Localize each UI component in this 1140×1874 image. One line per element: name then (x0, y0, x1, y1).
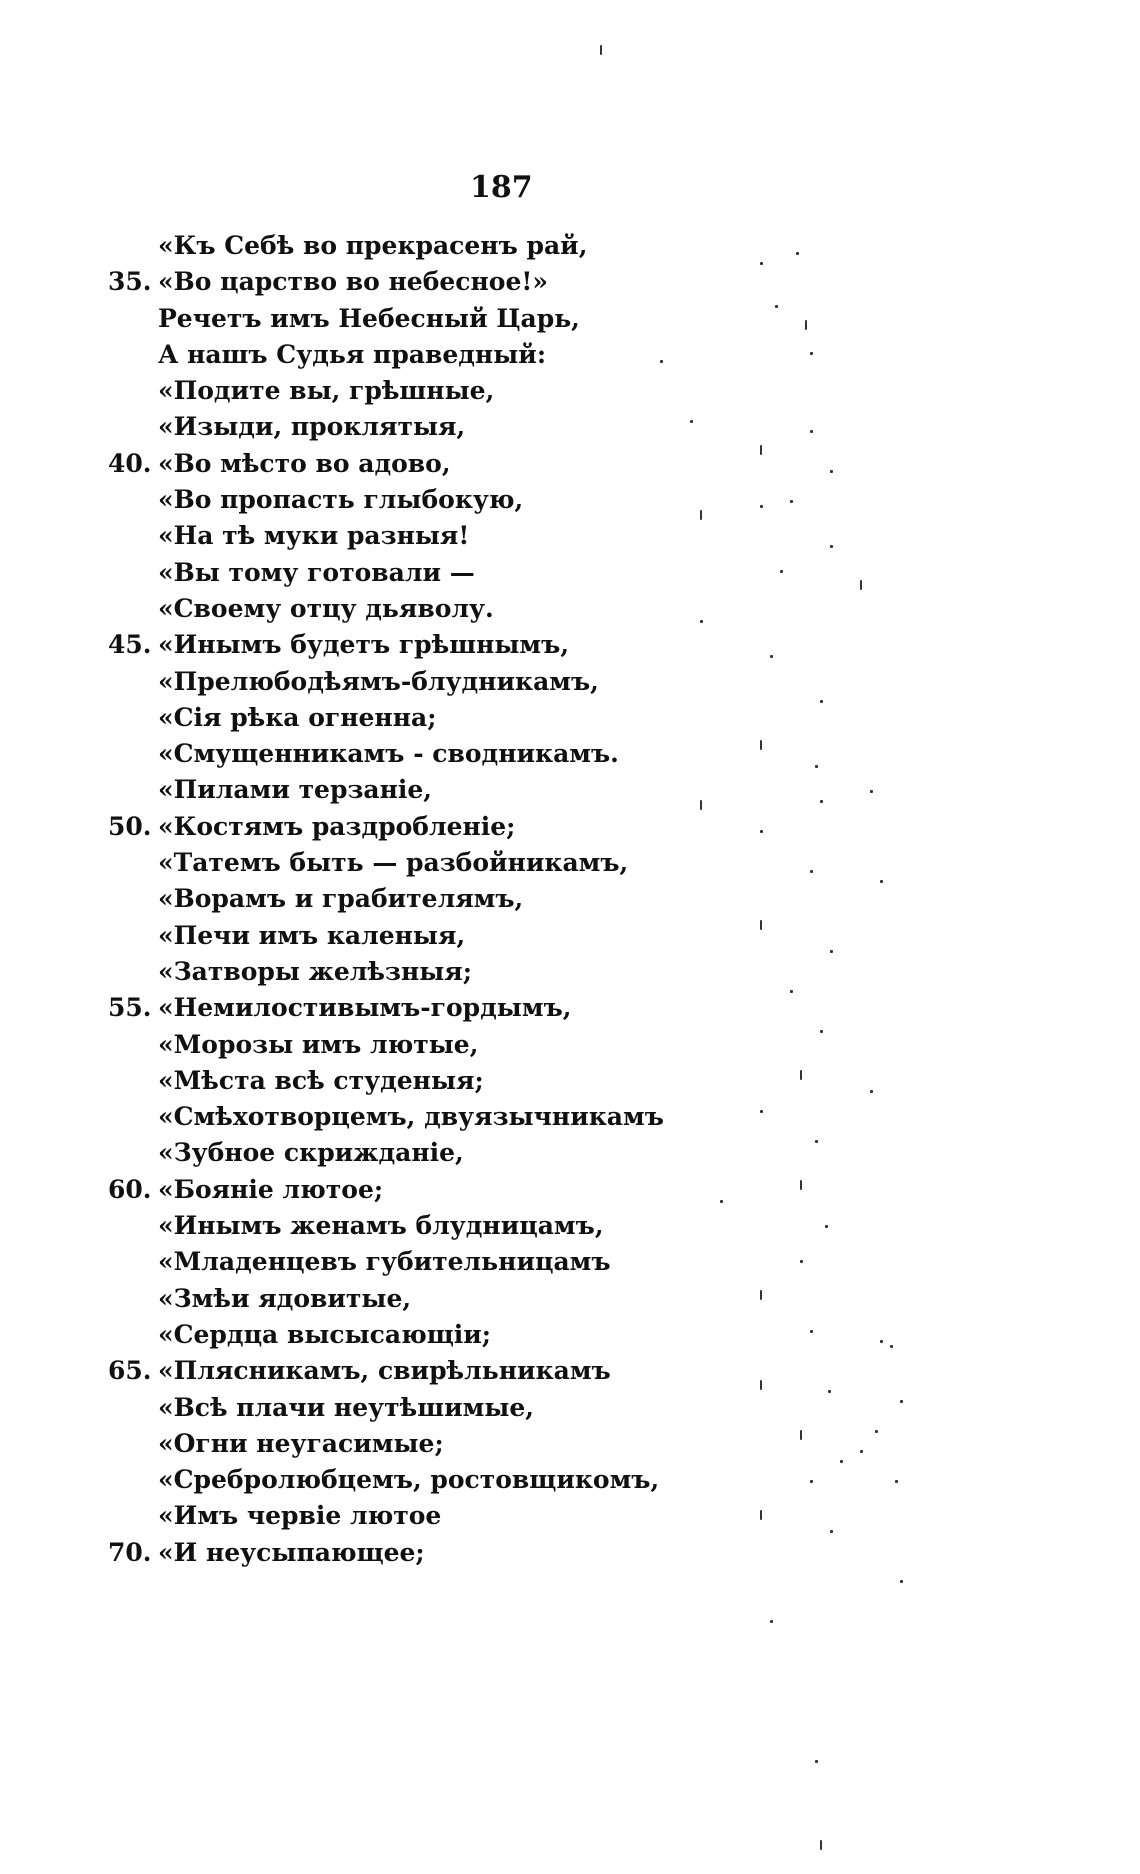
speck-mark (840, 1460, 843, 1463)
speck-mark (830, 545, 833, 548)
poem-line (108, 664, 808, 700)
poem-line (108, 881, 808, 917)
speck-mark (880, 880, 883, 883)
line-text: «Немилостивымъ-гордымъ, (158, 993, 572, 1023)
poem-line (108, 228, 808, 264)
line-text: «Бояніе лютое; (158, 1174, 384, 1204)
speck-mark (600, 45, 602, 55)
speck-mark (870, 790, 873, 793)
poem-line (108, 627, 808, 663)
line-text: «Младенцевъ губительницамъ (158, 1247, 611, 1277)
line-text: «Во пропасть глыбокую, (158, 485, 524, 515)
line-number: 45. (108, 630, 152, 660)
speck-mark (860, 580, 862, 590)
line-text: «Во царство во небесное!» (158, 267, 548, 297)
line-number: 50. (108, 811, 152, 841)
speck-mark (870, 1090, 873, 1093)
speck-mark (796, 252, 799, 255)
line-text: «Прелюбодѣямъ-блудникамъ, (158, 666, 599, 696)
line-text: «Вы тому готовали — (158, 557, 475, 587)
line-text: «Смущенникамъ - сводникамъ. (158, 739, 619, 769)
poem-line (108, 337, 808, 373)
line-text: «Къ Себѣ во прекрасенъ рай, (158, 231, 588, 260)
line-number: 40. (108, 448, 152, 478)
speck-mark (770, 655, 773, 658)
poem-line (108, 1426, 808, 1462)
line-text: «Смѣхотворцемъ, двуязычникамъ (158, 1102, 664, 1132)
poem-line (108, 1172, 808, 1208)
speck-mark (830, 950, 833, 953)
speck-mark (760, 1110, 763, 1113)
speck-mark (810, 1480, 813, 1483)
poem-line (108, 1027, 808, 1063)
line-number: 55. (108, 993, 152, 1023)
line-number: 60. (108, 1174, 152, 1204)
line-text: «Имъ червіе лютое (158, 1501, 442, 1531)
line-text: «Мѣста всѣ студеныя; (158, 1065, 484, 1095)
speck-mark (875, 1430, 878, 1433)
speck-mark (815, 1140, 818, 1143)
speck-mark (828, 1390, 831, 1393)
poem-line (108, 1099, 808, 1135)
speck-mark (830, 470, 833, 473)
speck-mark (805, 320, 807, 330)
speck-mark (810, 352, 813, 355)
line-text: «Зубное скрижданіе, (158, 1138, 464, 1168)
speck-mark (820, 800, 823, 803)
line-text: А нашъ Судья праведный: (158, 339, 547, 369)
line-text: «Подите вы, грѣшные, (158, 376, 495, 406)
poem-line (108, 1390, 808, 1426)
speck-mark (790, 500, 793, 503)
poem-line (108, 1317, 808, 1353)
line-text: «Своему отцу дьяволу. (158, 593, 494, 623)
poem-line (108, 1244, 808, 1280)
speck-mark (780, 570, 783, 573)
line-text: «Затворы желѣзныя; (158, 956, 473, 986)
speck-mark (700, 620, 703, 623)
speck-mark (790, 990, 793, 993)
speck-mark (825, 1225, 828, 1228)
poem-line (108, 1462, 808, 1498)
speck-mark (700, 800, 702, 810)
poem-line (108, 518, 808, 554)
poem-line (108, 736, 808, 772)
line-text: «Всѣ плачи неутѣшимые, (158, 1392, 535, 1422)
poem-body (108, 228, 808, 1571)
line-number: 35. (108, 267, 152, 297)
speck-mark (820, 1840, 822, 1850)
speck-mark (700, 510, 702, 520)
speck-mark (760, 1290, 762, 1300)
line-text: «Змѣи ядовитые, (158, 1283, 412, 1313)
line-text: «Плясникамъ, свирѣльникамъ (158, 1356, 611, 1386)
speck-mark (760, 445, 762, 455)
speck-mark (820, 700, 823, 703)
line-text: «Изыди, проклятыя, (158, 412, 466, 442)
line-text: «Ворамъ и грабителямъ, (158, 884, 524, 914)
speck-mark (810, 870, 813, 873)
speck-mark (830, 1530, 833, 1533)
poem-line (108, 446, 808, 482)
line-text: «Инымъ будетъ грѣшнымъ, (158, 630, 570, 660)
speck-mark (760, 920, 762, 930)
speck-mark (890, 1345, 893, 1348)
speck-mark (660, 360, 663, 363)
line-text: «На тѣ муки разныя! (158, 521, 470, 551)
speck-mark (760, 740, 762, 750)
poem-line (108, 772, 808, 808)
poem-line (108, 1281, 808, 1317)
poem-line (108, 954, 808, 990)
poem-line (108, 1135, 808, 1171)
poem-line (108, 918, 808, 954)
line-text: «Сія рѣка огненна; (158, 702, 437, 732)
line-number: 70. (108, 1537, 152, 1567)
speck-mark (690, 420, 693, 423)
poem-line (108, 1498, 808, 1534)
speck-mark (760, 262, 763, 265)
speck-mark (720, 1200, 723, 1203)
poem-line (108, 1063, 808, 1099)
line-text: «Пилами терзаніе, (158, 775, 432, 805)
poem-line (108, 409, 808, 445)
poem-line (108, 301, 808, 337)
line-text: «Огни неугасимые; (158, 1428, 444, 1458)
speck-mark (815, 1760, 818, 1763)
poem-line (108, 700, 808, 736)
poem-line (108, 373, 808, 409)
speck-mark (800, 1070, 802, 1080)
speck-mark (760, 505, 763, 508)
speck-mark (800, 1430, 802, 1440)
poem-line (108, 1208, 808, 1244)
poem-line (108, 845, 808, 881)
speck-mark (880, 1340, 883, 1343)
speck-mark (815, 765, 818, 768)
line-text: «Инымъ женамъ блудницамъ, (158, 1211, 604, 1241)
speck-mark (860, 1450, 863, 1453)
page-number: 187 (470, 170, 533, 205)
speck-mark (820, 1030, 823, 1033)
poem-line (108, 264, 808, 300)
poem-line (108, 809, 808, 845)
speck-mark (760, 1380, 762, 1390)
speck-mark (900, 1580, 903, 1583)
poem-line (108, 555, 808, 591)
poem-line (108, 591, 808, 627)
speck-mark (800, 1180, 802, 1190)
speck-mark (770, 1620, 773, 1623)
line-number: 65. (108, 1356, 152, 1386)
poem-line (108, 990, 808, 1026)
speck-mark (810, 430, 813, 433)
line-text: «Сердца высысающіи; (158, 1319, 492, 1349)
speck-mark (775, 305, 778, 308)
line-text: «Костямъ раздробленіе; (158, 811, 516, 841)
line-text: «Татемъ быть — разбойникамъ, (158, 848, 629, 878)
poem-line (108, 1353, 808, 1389)
line-text: «Морозы имъ лютые, (158, 1029, 479, 1059)
line-text: «Сребролюбцемъ, ростовщикомъ, (158, 1465, 660, 1495)
speck-mark (800, 1260, 803, 1263)
line-text: «Печи имъ каленыя, (158, 920, 466, 950)
speck-mark (760, 1510, 762, 1520)
speck-mark (760, 830, 763, 833)
line-text: Речетъ имъ Небесный Царь, (158, 303, 580, 333)
speck-mark (900, 1400, 903, 1403)
line-text: «И неусыпающее; (158, 1537, 425, 1567)
line-text: «Во мѣсто во адово, (158, 448, 451, 478)
poem-line (108, 482, 808, 518)
poem-line (108, 1535, 808, 1571)
speck-mark (810, 1330, 813, 1333)
speck-mark (895, 1480, 898, 1483)
